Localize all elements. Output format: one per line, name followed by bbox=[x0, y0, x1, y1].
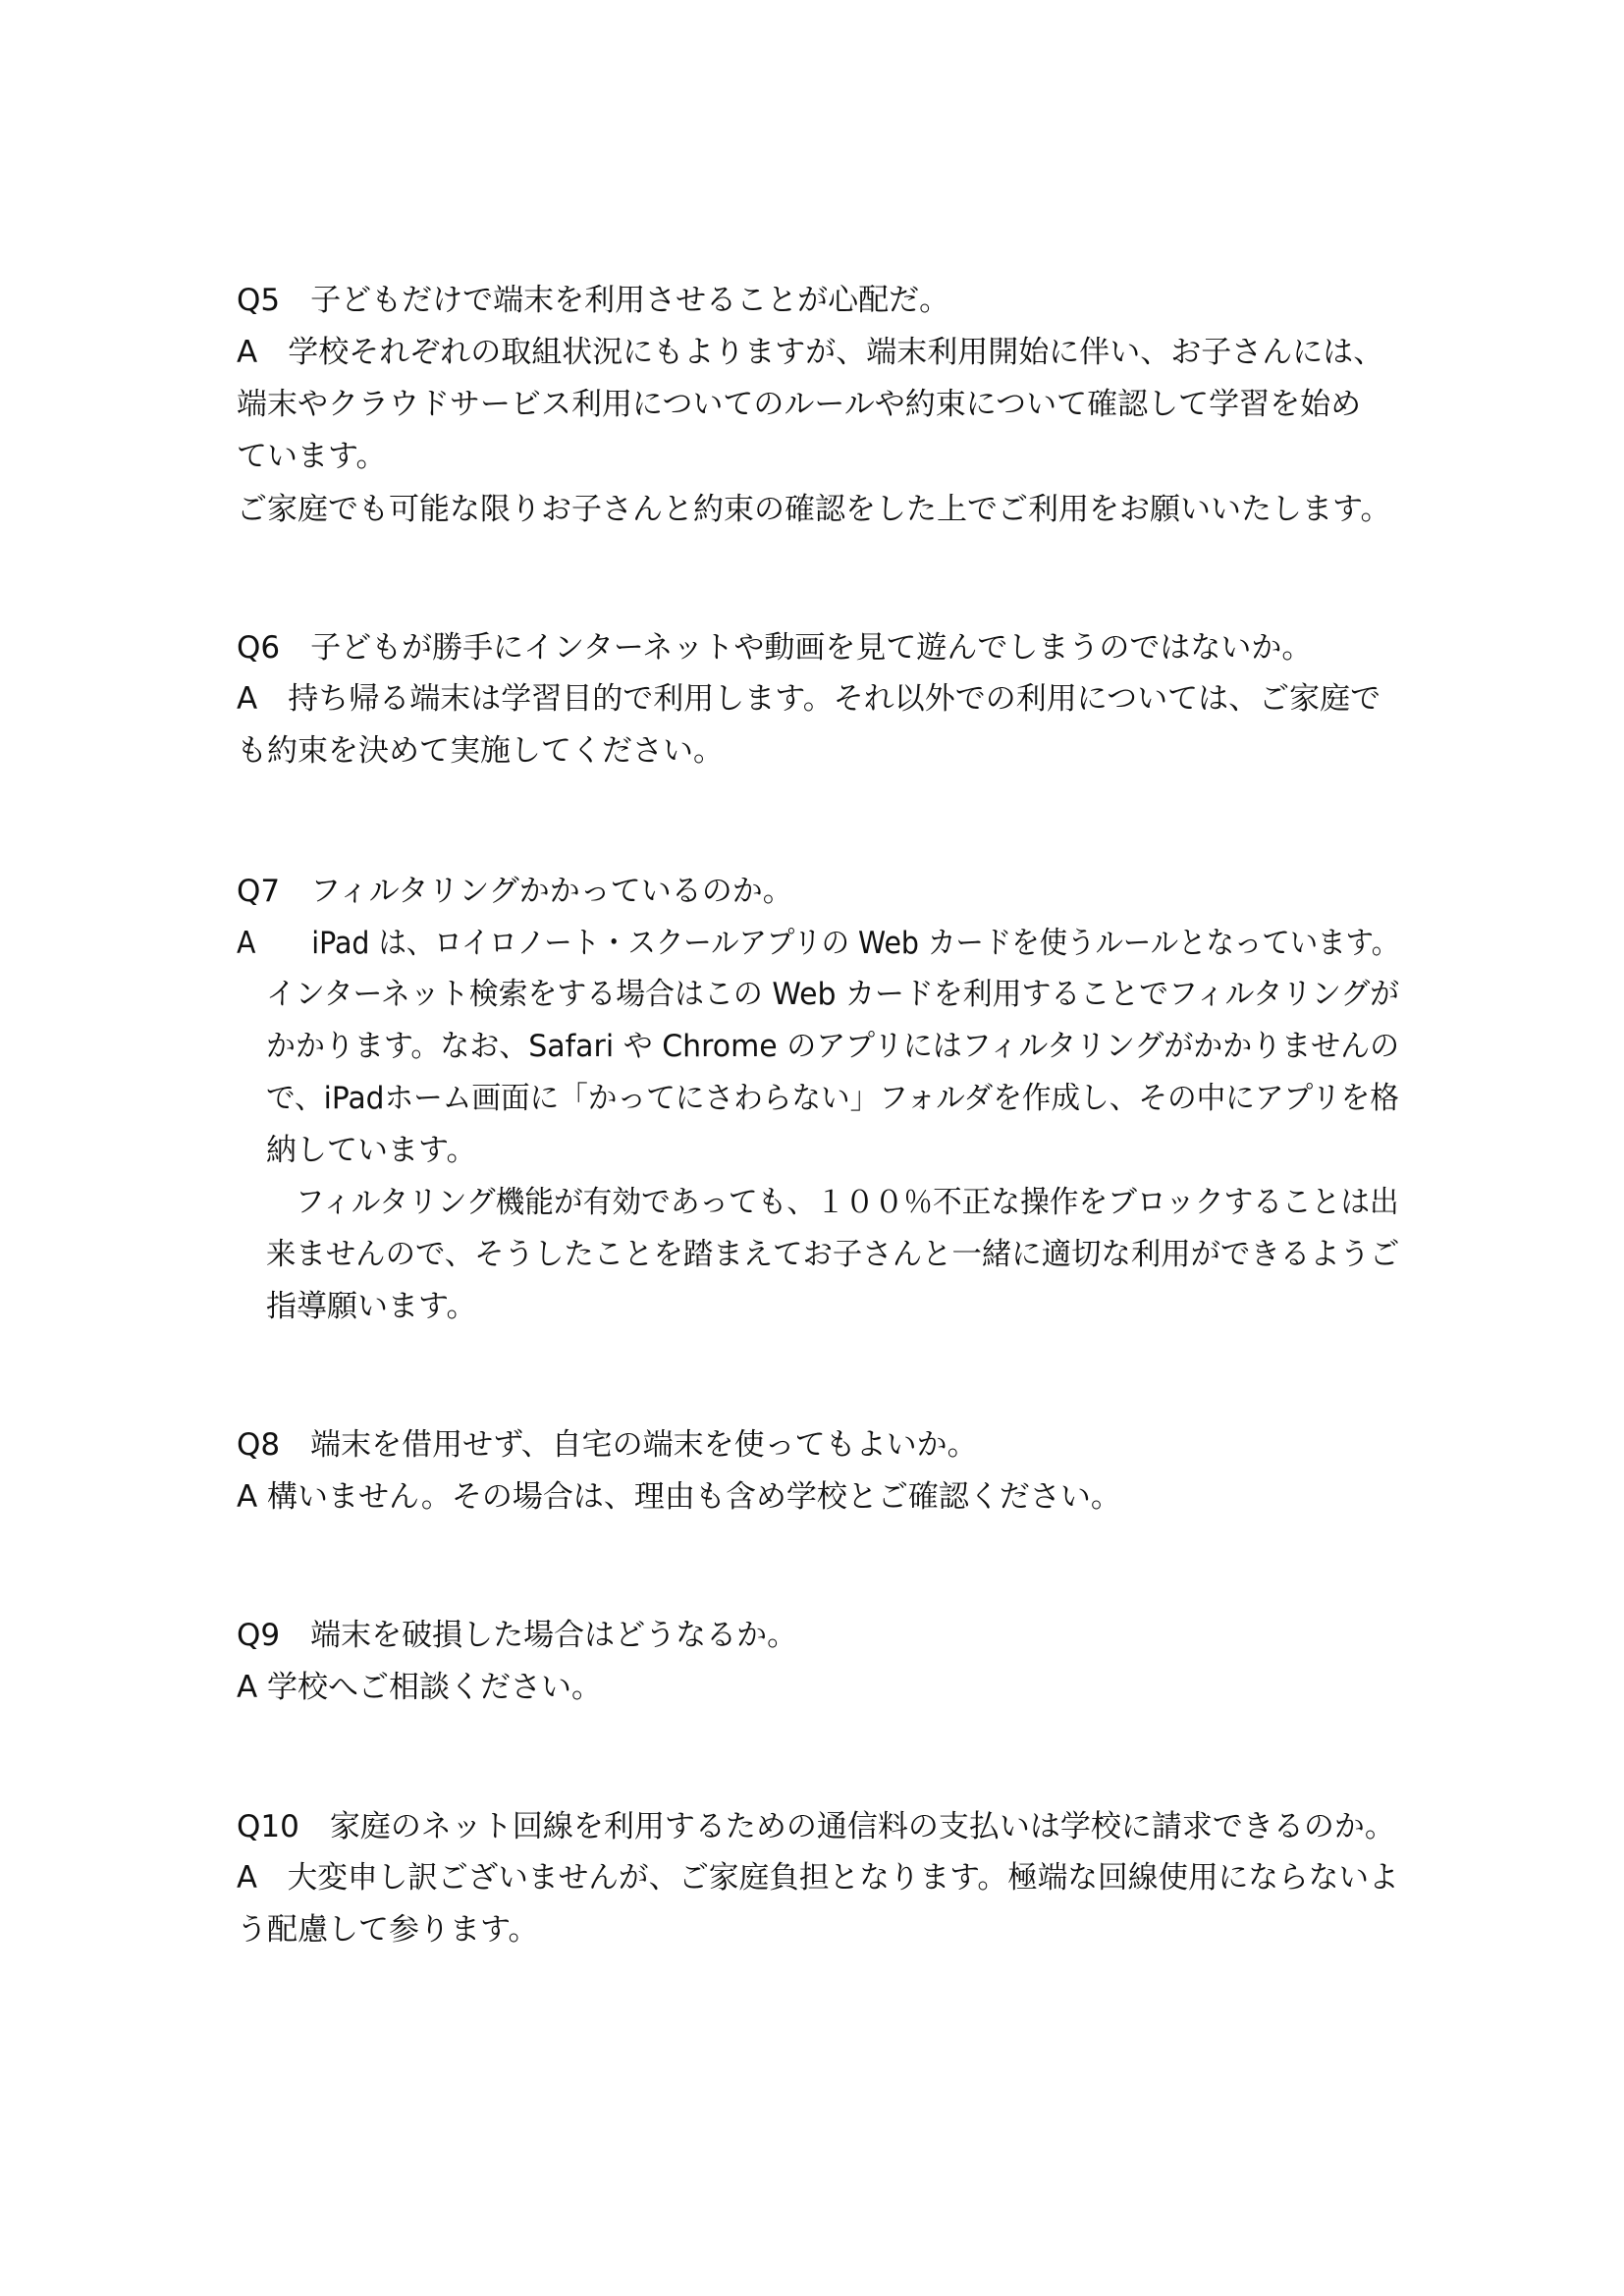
q10-answer-line: A 大変申し訳ございませんが、ご家庭負担となります。極端な回線使用にならないよ bbox=[237, 1860, 1399, 1896]
q9-answer-line: A 学校へご相談ください。 bbox=[237, 1670, 603, 1705]
q6-question: Q6 子どもが勝手にインターネットや動画を見て遊んでしまうのではないか。 bbox=[237, 630, 1313, 666]
q7-answer-line: インターネット検索をする場合はこの Web カードを利用することでフィルタリングが bbox=[266, 977, 1400, 1012]
q5-question: Q5 子どもだけで端末を利用させることが心配だ。 bbox=[237, 283, 950, 318]
q7-answer-line: で、iPadホーム画面に「かってにさわらない」フォルダを作成し、その中にアプリを格 bbox=[266, 1081, 1399, 1116]
q10-answer-line: う配慮して参ります。 bbox=[237, 1912, 539, 1948]
q6-answer-line: A 持ち帰る端末は学習目的で利用します。それ以外での利用については、ご家庭で bbox=[237, 681, 1381, 717]
q7-answer-line: A iPad は、ロイロノート・スクールアプリの Web カードを使うルールとなっています。 bbox=[237, 926, 1400, 961]
q7-answer-line: 納しています。 bbox=[266, 1133, 477, 1168]
q5-answer-line: ご家庭でも可能な限りお子さんと約束の確認をした上でご利用をお願いいたします。 bbox=[237, 492, 1391, 527]
q6-answer-line: も約束を決めて実施してください。 bbox=[237, 733, 724, 769]
q5-answer-line: A 学校それぞれの取組状況にもよりますが、端末利用開始に伴い、お子さんには、 bbox=[237, 335, 1384, 370]
q7-question: Q7 フィルタリングかかっているのか。 bbox=[237, 874, 793, 909]
q5-answer-line: ています。 bbox=[237, 439, 387, 474]
q7-answer-line: フィルタリング機能が有効であっても、１００％不正な操作をブロックすることは出 bbox=[266, 1185, 1399, 1220]
q7-answer-line: 来ませんので、そうしたことを踏まえてお子さんと一緒に適切な利用ができるようご bbox=[266, 1237, 1400, 1272]
q7-answer-line: 指導願います。 bbox=[266, 1289, 477, 1324]
q9-question: Q9 端末を破損した場合はどうなるか。 bbox=[237, 1618, 798, 1653]
q7-answer-line: かかります。なお、Safari や Chrome のアプリにはフィルタリングがかかりませんの bbox=[266, 1029, 1400, 1064]
q5-answer-line: 端末やクラウドサービス利用についてのルールや約束について確認して学習を始め bbox=[237, 387, 1362, 422]
q8-answer-line: A 構いません。その場合は、理由も含め学校とご確認ください。 bbox=[237, 1479, 1121, 1515]
q8-question: Q8 端末を借用せず、自宅の端末を使ってもよいか。 bbox=[237, 1427, 978, 1463]
q10-question: Q10 家庭のネット回線を利用するための通信料の支払いは学校に請求できるのか。 bbox=[237, 1809, 1395, 1844]
